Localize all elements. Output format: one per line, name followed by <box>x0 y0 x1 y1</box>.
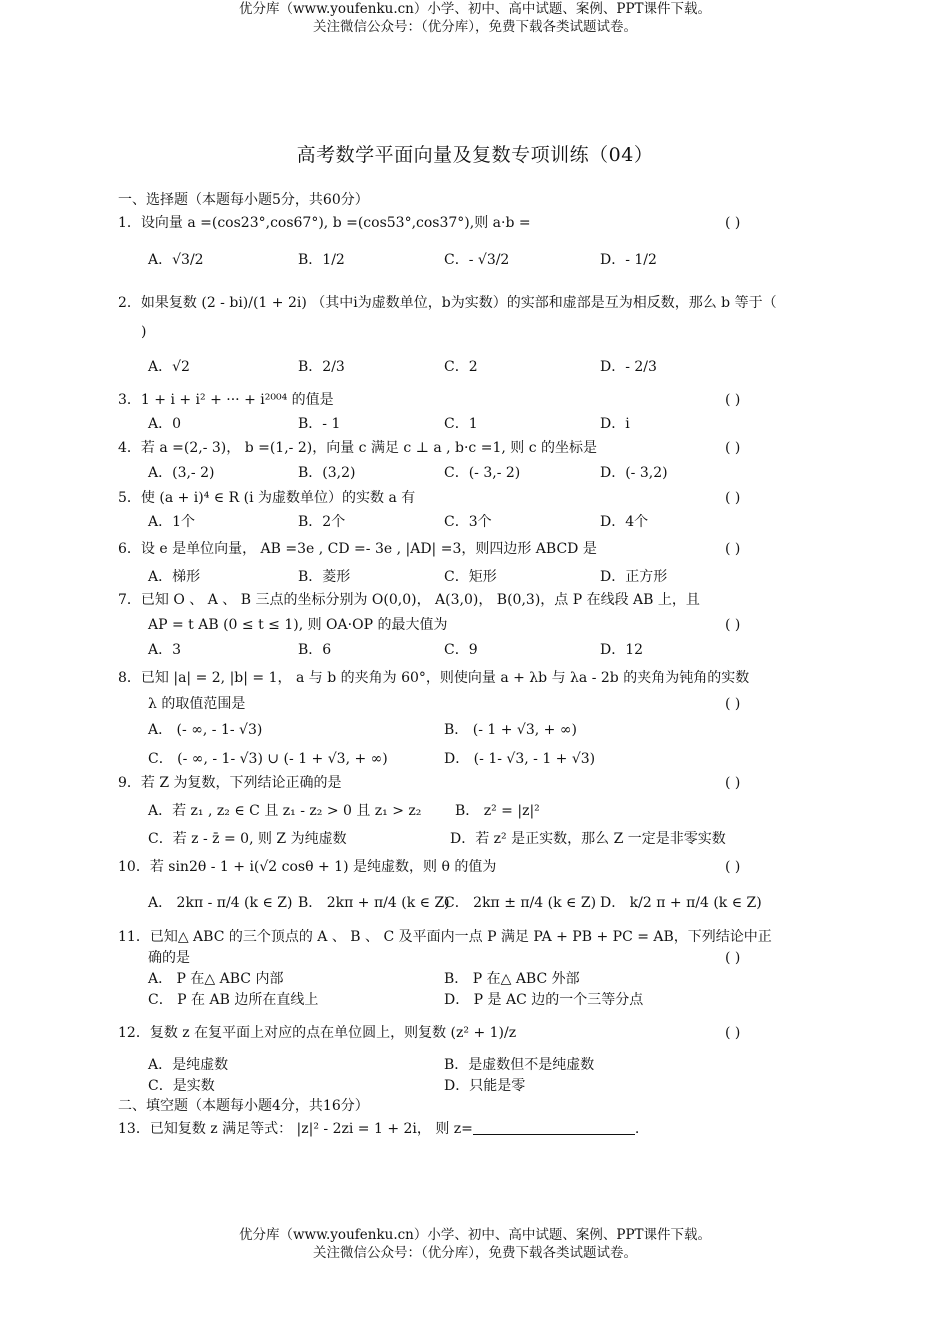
page-footer <box>0 1226 950 1262</box>
text-line: A．梯形 <box>148 569 201 585</box>
answer-bracket: ( ) <box>725 775 741 791</box>
text-line: D．若 z² 是正实数，那么 Z 一定是非零实数 <box>450 831 726 847</box>
question-13-text: 13．已知复数 z 满足等式： |z|² - 2zi = 1 + 2i， 则 z= <box>118 1121 473 1137</box>
text-line: 二、填空题（本题每小题4分，共16分） <box>118 1098 369 1114</box>
text-line: B．2个 <box>298 514 346 530</box>
text-line: 一、选择题（本题每小题5分，共60分） <box>118 192 369 208</box>
text-line: C．是实数 <box>148 1078 215 1094</box>
answer-bracket: ( ) <box>725 859 741 875</box>
text-line: B．- 1 <box>298 416 341 432</box>
answer-bracket: ( ) <box>725 950 741 966</box>
text-line: B． 2kπ + π/4 (k ∈ Z) <box>298 895 450 911</box>
text-line: 确的是 <box>148 950 190 966</box>
text-line: A． (- ∞, - 1- √3) <box>148 722 263 738</box>
text-line: C．矩形 <box>444 569 497 585</box>
text-line: 5．使 (a + i)⁴ ∈ R (i 为虚数单位）的实数 a 有 <box>118 490 416 506</box>
page-title: 高考数学平面向量及复数专项训练（04） <box>296 144 654 166</box>
text-line: B．是虚数但不是纯虚数 <box>444 1057 595 1073</box>
text-line: D．- 1/2 <box>600 252 657 268</box>
text-line: D． k/2 π + π/4 (k ∈ Z) <box>600 895 762 911</box>
text-line: 11．已知△ ABC 的三个顶点的 A 、 B 、 C 及平面内一点 P 满足 PA + PB + PC = AB，下列结论中正 <box>118 929 772 945</box>
answer-bracket: ( ) <box>725 392 741 408</box>
text-line: B． (- 1 + √3, + ∞) <box>444 722 577 738</box>
text-line: 6．设 e 是单位向量， AB =3e , CD =- 3e , |AD| =3，则四边形 ABCD 是 <box>118 541 597 557</box>
text-line: C．若 z - z̄ = 0, 则 Z 为纯虚数 <box>148 831 347 847</box>
answer-bracket: ( ) <box>725 541 741 557</box>
answer-bracket: ( ) <box>725 215 741 231</box>
text-line: 12．复数 z 在复平面上对应的点在单位圆上，则复数 (z² + 1)/z <box>118 1025 517 1041</box>
text-line: D．只能是零 <box>444 1078 526 1094</box>
text-line: B．菱形 <box>298 569 351 585</box>
answer-bracket: ( ) <box>725 440 741 456</box>
question-13 <box>118 1119 639 1139</box>
page-header <box>0 0 950 36</box>
text-line: B． P 在△ ABC 外部 <box>444 971 580 987</box>
text-line: C．3个 <box>444 514 492 530</box>
text-line: D．4个 <box>600 514 649 530</box>
text-line: C． P 在 AB 边所在直线上 <box>148 992 319 1008</box>
answer-bracket: ( ) <box>725 1025 741 1041</box>
footer-line-1: 优分库（www.youfenku.cn）小学、初中、高中试题、案例、PPT课件下载。 <box>238 1227 712 1243</box>
text-line: C．2 <box>444 359 478 375</box>
text-line: A． P 在△ ABC 内部 <box>148 971 284 987</box>
text-line: 3．1 + i + i² + ··· + i²⁰⁰⁴ 的值是 <box>118 392 334 408</box>
answer-bracket: ( ) <box>725 490 741 506</box>
text-line: C． 2kπ ± π/4 (k ∈ Z) <box>444 895 597 911</box>
text-line: D． (- 1- √3, - 1 + √3) <box>444 751 596 767</box>
text-line: 10．若 sin2θ - 1 + i(√2 cosθ + 1) 是纯虚数，则 θ 的值为 <box>118 859 497 875</box>
text-line: D． P 是 AC 边的一个三等分点 <box>444 992 644 1008</box>
answer-bracket: ( ) <box>725 617 741 633</box>
text-line: C．- √3/2 <box>444 252 510 268</box>
text-line: A．(3,- 2) <box>148 465 215 481</box>
text-line: D．i <box>600 416 630 432</box>
text-line: D．12 <box>600 642 644 658</box>
text-line: ) <box>141 324 147 340</box>
text-line: D．正方形 <box>600 569 668 585</box>
text-line: A．3 <box>148 642 182 658</box>
text-line: A．√2 <box>148 359 190 375</box>
text-line: AP = t AB (0 ≤ t ≤ 1), 则 OA·OP 的最大值为 <box>148 617 448 633</box>
text-line: C．(- 3,- 2) <box>444 465 521 481</box>
text-line: C． (- ∞, - 1- √3) ∪ (- 1 + √3, + ∞) <box>148 751 388 767</box>
text-line: B．(3,2) <box>298 465 356 481</box>
header-line-2: 关注微信公众号：（优分库），免费下载各类试题试卷。 <box>313 19 637 35</box>
text-line: C．9 <box>444 642 478 658</box>
text-line: 7．已知 O 、 A 、 B 三点的坐标分别为 O(0,0)， A(3,0)， B(0,3)，点 P 在线段 AB 上，且 <box>118 592 700 608</box>
footer-line-2: 关注微信公众号：（优分库），免费下载各类试题试卷。 <box>313 1245 637 1261</box>
text-line: 1．设向量 a =(cos23°,cos67°), b =(cos53°,cos37°),则 a·b = <box>118 215 531 231</box>
text-line: 2．如果复数 (2 - bi)/(1 + 2i) （其中i为虚数单位，b为实数）的实部和虚部是互为相反数，那么 b 等于（ <box>118 295 777 311</box>
text-line: B． z² = |z|² <box>455 803 540 819</box>
text-line: A．若 z₁ , z₂ ∈ C 且 z₁ - z₂ > 0 且 z₁ > z₂ <box>148 803 422 819</box>
text-line: C．1 <box>444 416 478 432</box>
question-13-end: . <box>634 1121 640 1137</box>
text-line: D．(- 3,2) <box>600 465 668 481</box>
text-line: A．是纯虚数 <box>148 1057 229 1073</box>
text-line: λ 的取值范围是 <box>148 696 246 712</box>
text-line: A． 2kπ - π/4 (k ∈ Z) <box>148 895 293 911</box>
text-line: A．√3/2 <box>148 252 204 268</box>
text-line: 9．若 Z 为复数，下列结论正确的是 <box>118 775 342 791</box>
answer-bracket: ( ) <box>725 696 741 712</box>
text-line: A．0 <box>148 416 182 432</box>
text-line: B．6 <box>298 642 332 658</box>
text-line: D．- 2/3 <box>600 359 657 375</box>
text-line: 8．已知 |a| = 2, |b| = 1， a 与 b 的夹角为 60°，则使向量 a + λb 与 λa - 2b 的夹角为钝角的实数 <box>118 670 750 686</box>
text-line: 4．若 a =(2,- 3)， b =(1,- 2)，向量 c 满足 c ⊥ a , b·c =1, 则 c 的坐标是 <box>118 440 597 456</box>
text-line: B．2/3 <box>298 359 345 375</box>
text-line: A．1个 <box>148 514 196 530</box>
answer-blank[interactable] <box>473 1120 635 1135</box>
text-line: B．1/2 <box>298 252 345 268</box>
header-line-1: 优分库（www.youfenku.cn）小学、初中、高中试题、案例、PPT课件下载。 <box>238 1 712 17</box>
